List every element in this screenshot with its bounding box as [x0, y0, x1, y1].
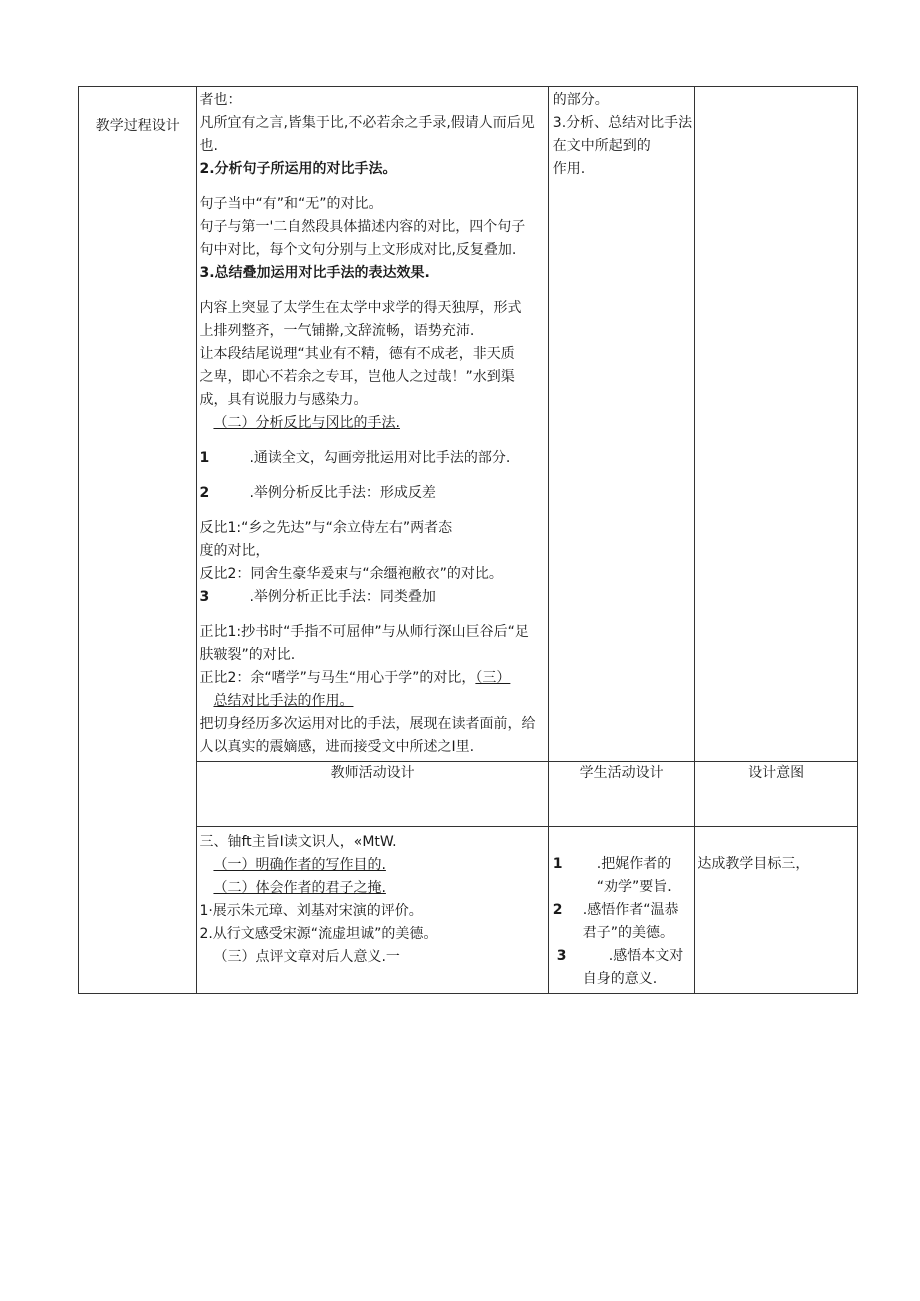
teacher-content-cell [197, 87, 548, 762]
step-heading: 2.分析句子所运用的对比手法。 [199, 161, 397, 177]
text-line: 3.分析、总结对比手法 [552, 115, 693, 131]
sub-heading: （三）点评文章对后人意义.一 [213, 949, 400, 965]
item-number: 3 [199, 589, 210, 605]
design-intent: 达成教学目标三， [697, 856, 810, 872]
text-line: 之卑，即心不若余之专耳，岂他人之过哉！”水到渠 [199, 369, 515, 385]
text-line: 度的对比， [199, 543, 270, 559]
text-line: 肤皲裂”的对比. [199, 647, 296, 663]
section-heading: 三、铀ft主旨I读文识人，«MtW. [199, 834, 397, 850]
intent-content-cell [695, 87, 858, 762]
process-row [79, 87, 858, 762]
item-text: .举例分析反比手法：形成反差 [249, 485, 436, 501]
teacher-header: 教师活动设计 [197, 762, 548, 827]
text-line: 让本段结尾说理“其业有不精，德有不成老，非天质 [199, 346, 515, 362]
text-line: 作用. [552, 161, 586, 177]
text-line: 的部分。 [552, 92, 609, 108]
lesson-plan-table [78, 86, 858, 994]
intent-header: 设计意图 [695, 762, 858, 827]
numbered-item: 2 .感悟作者“温恭 [552, 902, 679, 918]
numbered-item: 3 .感悟本文对 [556, 948, 684, 964]
section-marker: （三） [475, 670, 511, 686]
text-line: 反比1:“乡之先达”与“余立侍左右”两者态 [199, 520, 453, 536]
text-line: 在文中所起到的 [552, 138, 651, 154]
item-text: .通读全文，勾画旁批运用对比手法的部分. [249, 450, 511, 466]
text-line: 把切身经历多次运用对比的手法，展现在读者面前，给 [199, 716, 536, 732]
sub-heading: （二）体会作者的君子之掩. [213, 880, 386, 896]
numbered-item [199, 586, 545, 609]
item-number: 2 [199, 485, 210, 501]
teacher-content-cell [197, 827, 548, 994]
text-line: 句子与第一'二自然段具体描述内容的对比，四个句子 [199, 219, 526, 235]
text-line: 凡所宜有之言,皆集于比,不必若余之手录,假请人而后见 [199, 115, 535, 131]
intent-content-cell [695, 827, 858, 994]
text-line: 1·展示朱元璋、刘基对宋演的评价。 [199, 903, 423, 919]
process-label: 教学过程设计 [79, 87, 197, 994]
text-line: 句中对比，每个文句分别与上文形成对比,反复叠加. [199, 242, 517, 258]
sub-heading: （一）明确作者的写作目的. [213, 857, 386, 873]
student-content-cell [548, 87, 695, 762]
numbered-item [199, 482, 545, 505]
student-content-cell [548, 827, 695, 994]
text-line: 者也： [199, 92, 242, 108]
section-heading: （二）分析反比与冈比的手法. [213, 415, 400, 431]
numbered-item: “劝学”要旨. [596, 879, 672, 895]
step-heading: 3.总结叠加运用对比手法的表达效果. [199, 265, 430, 281]
numbered-item [199, 447, 545, 470]
numbered-item: 自身的意义. [582, 971, 658, 987]
numbered-item: 1 .把娓作者的 [552, 856, 672, 872]
text-line: 人以真实的震嫡感，进而接受文中所述之I里. [199, 739, 475, 755]
text-line: 句子当中“有”和“无”的对比。 [199, 196, 383, 212]
text-line: 内容上突显了太学生在太学中求学的得天独厚，形式 [199, 300, 522, 316]
text-line: 正比2：余“嗜学”与马生“用心于学”的对比，（三） [199, 670, 511, 686]
item-number: 1 [199, 450, 210, 466]
text-line: 也. [199, 138, 218, 154]
section-heading: 总结对比手法的作用。 [213, 693, 354, 709]
student-header: 学生活动设计 [548, 762, 695, 827]
text-line: 2.从行文感受宋源“流虚坦诚”的美德。 [199, 926, 438, 942]
text-line: 反比2：同舍生豪华爰束与“余缰袍敝衣”的对比。 [199, 566, 503, 582]
text-line: 成，具有说服力与感染力。 [199, 392, 368, 408]
numbered-item: 君子”的美德。 [582, 925, 675, 941]
text-line: 上排列整齐，一气铺擀,文辞流畅，语势充沛. [199, 323, 475, 339]
item-text: .举例分析正比手法：同类叠加 [249, 589, 436, 605]
text-line: 正比1:抄书时“手指不可屈伸”与从师行深山巨谷后“足 [199, 624, 529, 640]
